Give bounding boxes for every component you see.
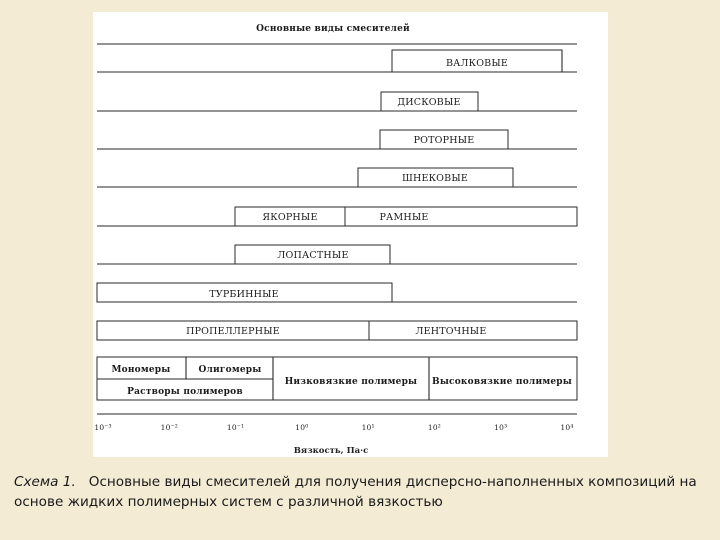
axis-title: Вязкость, Па·с — [293, 446, 369, 456]
label-propeller: ПРОПЕЛЛЕРНЫЕ — [186, 326, 280, 337]
label-polymer-solutions: Растворы полимеров — [127, 387, 243, 397]
label-low-viscosity: Низковязкие полимеры — [284, 377, 418, 387]
diagram-title: Основные виды смесителей — [256, 24, 410, 34]
caption-number: Схема 1. — [14, 474, 76, 490]
axis-tick-label: 10¹ — [361, 423, 375, 432]
axis-tick-label: 10⁻³ — [94, 423, 112, 432]
axis-tick-label: 10⁰ — [295, 423, 309, 432]
axis-tick-label: 10³ — [494, 423, 508, 432]
label-high-viscosity: Высоковязкие полимеры — [432, 377, 572, 387]
label-oligomers: Олигомеры — [198, 365, 262, 375]
axis-ticks — [94, 423, 573, 432]
axis-tick-label: 10⁻¹ — [226, 423, 245, 432]
diagram-scan — [93, 12, 608, 457]
label-rotor: РОТОРНЫЕ — [413, 135, 475, 146]
label-roller: ВАЛКОВЫЕ — [445, 58, 509, 69]
label-disk: ДИСКОВЫЕ — [397, 97, 461, 108]
mixer-viscosity-diagram — [93, 12, 608, 457]
label-frame: РАМНЫЕ — [379, 212, 429, 223]
caption-text: Основные виды смесителей для получения дисперсно-наполненных композиций на основе жидких полимерных систем с различной вязкостью — [14, 474, 697, 510]
label-screw: ШНЕКОВЫЕ — [401, 173, 469, 184]
label-turbine: ТУРБИННЫЕ — [209, 289, 279, 300]
axis-tick-label: 10⁻² — [160, 423, 178, 432]
label-anchor: ЯКОРНЫЕ — [262, 212, 318, 223]
label-ribbon: ЛЕНТОЧНЫЕ — [415, 326, 487, 337]
figure-caption — [14, 472, 704, 512]
label-monomers: Мономеры — [111, 365, 171, 375]
label-paddle: ЛОПАСТНЫЕ — [277, 250, 349, 261]
axis-tick-label: 10² — [427, 423, 442, 432]
axis-tick-label: 10⁴ — [560, 423, 574, 432]
